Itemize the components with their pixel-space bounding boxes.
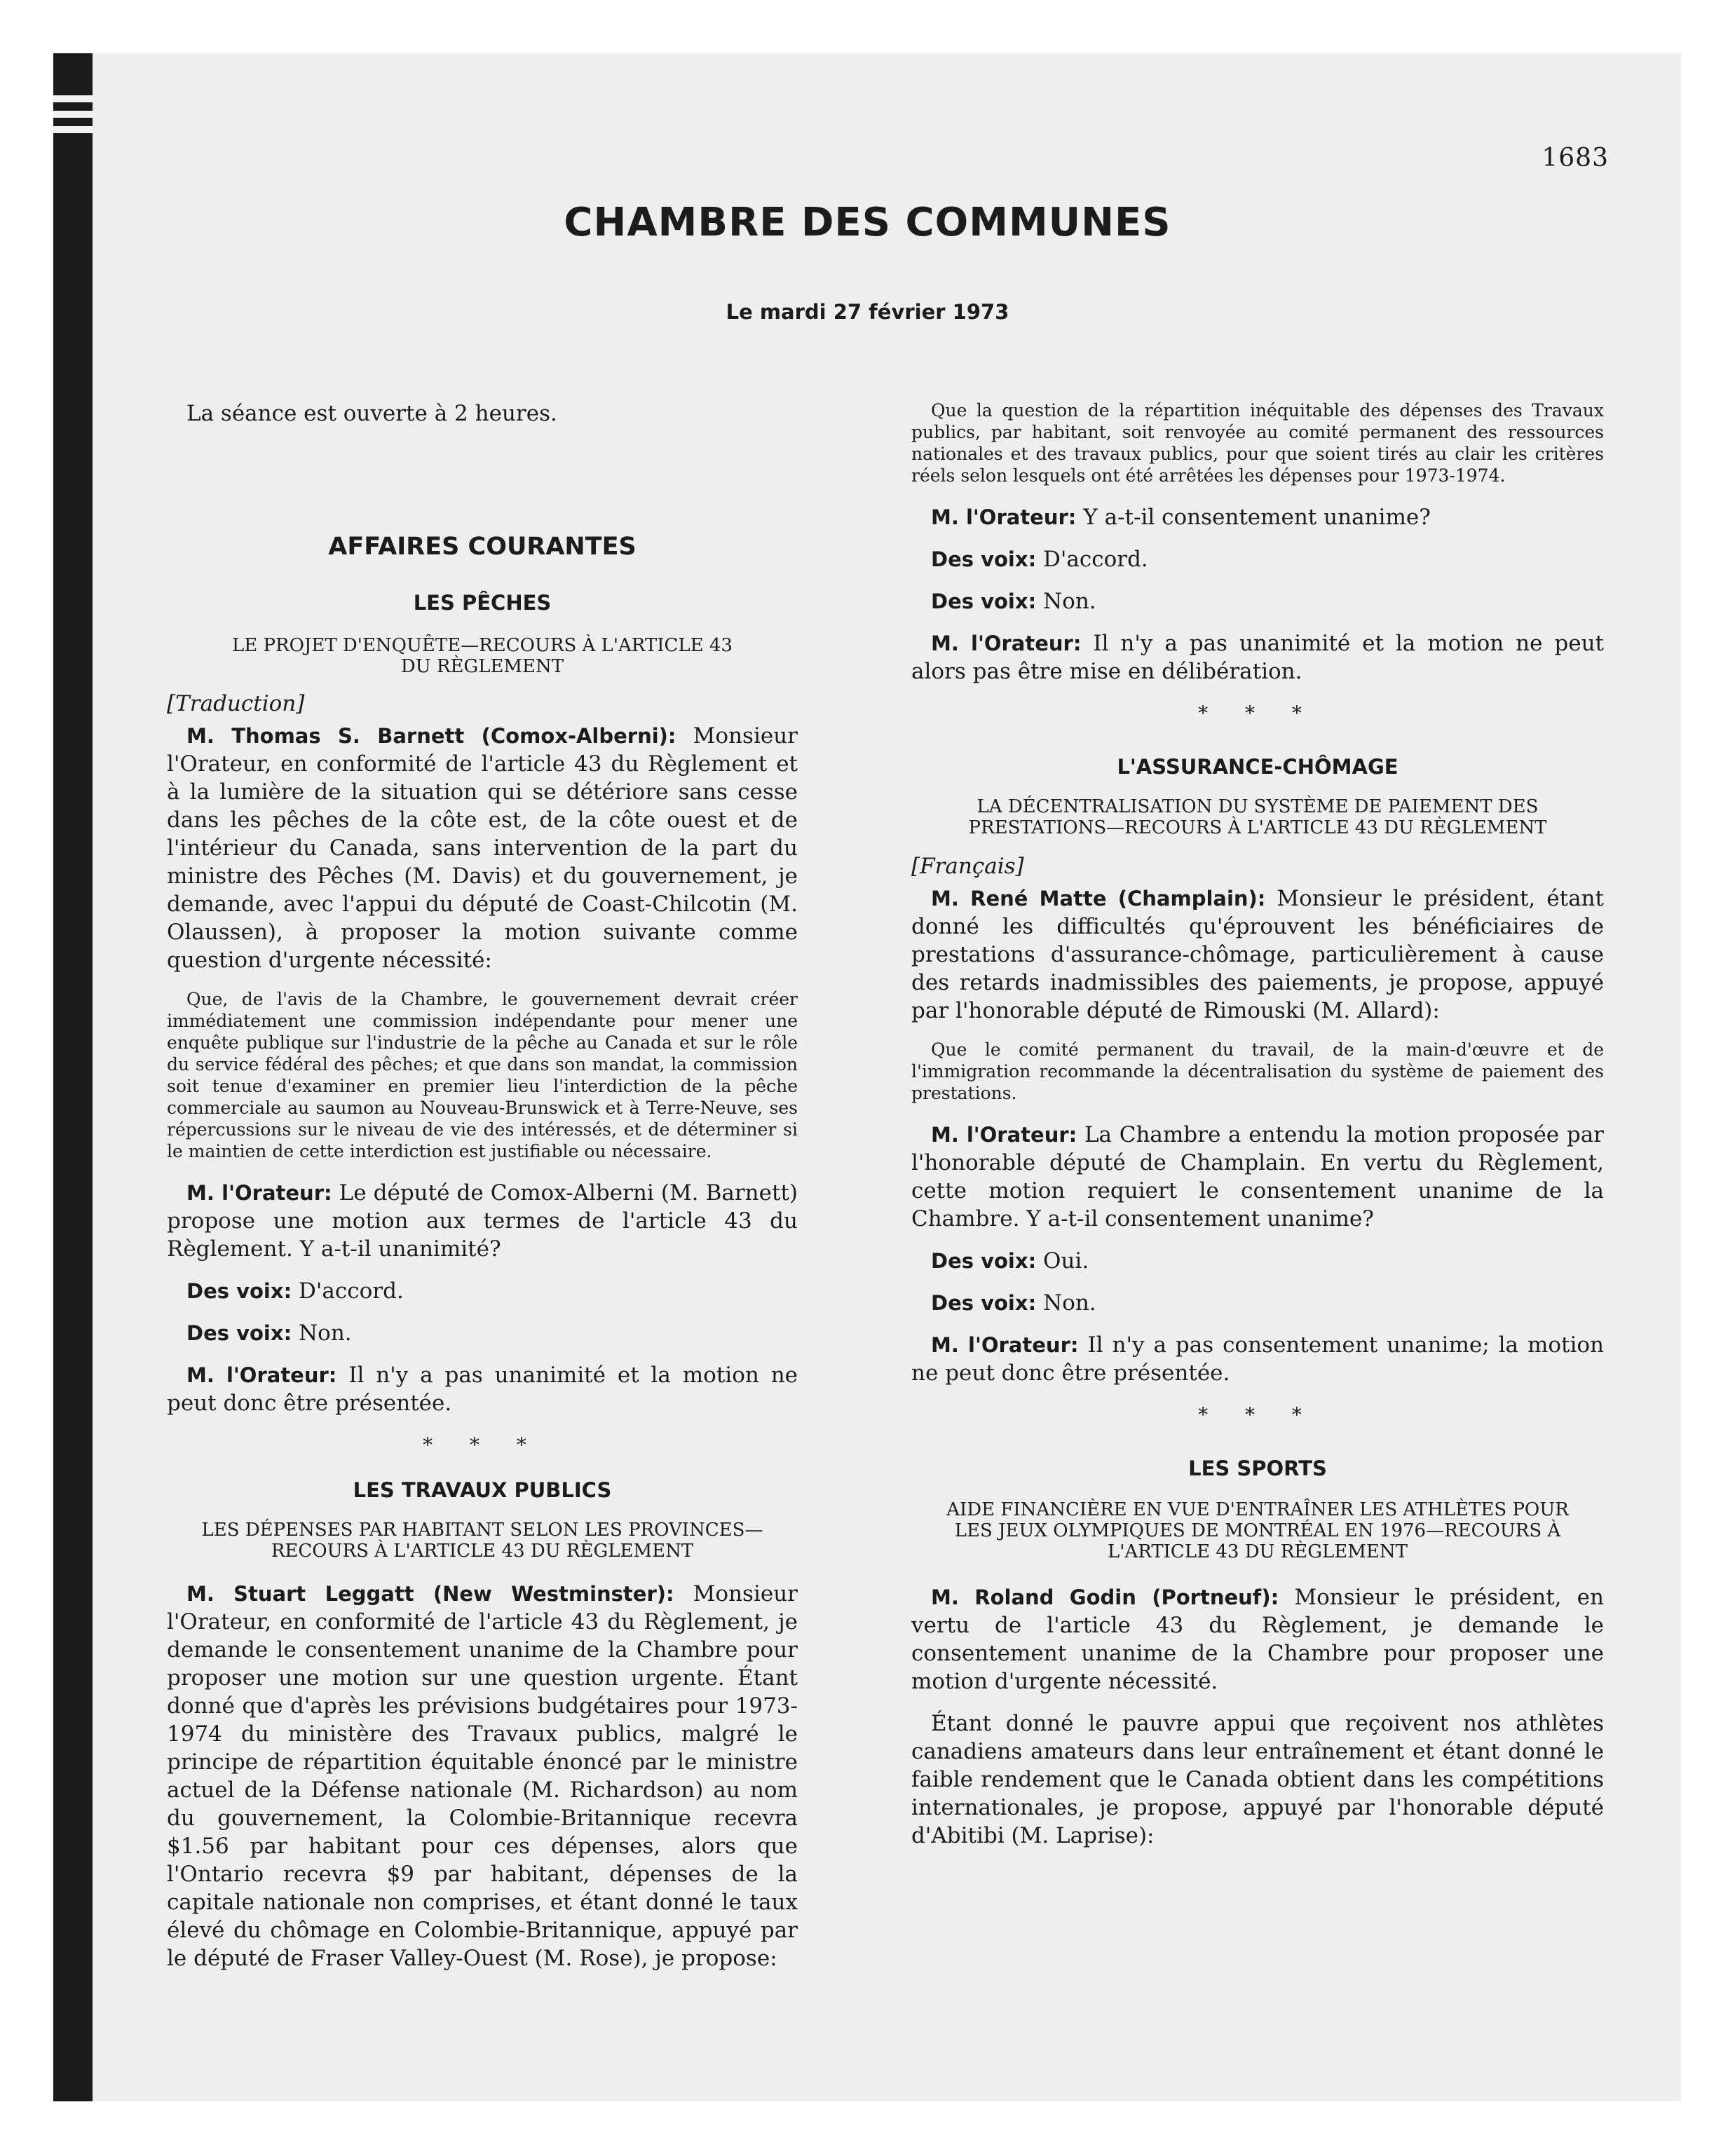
subject-title-peches: LES PÊCHES	[413, 591, 552, 615]
language-tag: [Traduction]	[167, 691, 305, 716]
speech-text: Il n'y a pas consentement unanime; la motion ne peut donc être présentée.	[911, 1332, 1605, 1386]
speech-voices	[911, 545, 1604, 573]
topic-title-assurance: LA DÉCENTRALISATION DU SYSTÈME DE PAIEMENT DES PRESTATIONS—RECOURS À L'ARTICLE 43 DU RÈGLEMENT	[968, 796, 1547, 838]
left-column	[167, 400, 798, 1986]
speaker-name: M. René Matte (Champlain):	[931, 887, 1266, 910]
speaker-name: Des voix:	[931, 1249, 1037, 1273]
speech-orateur	[911, 629, 1604, 685]
section-separator: * * *	[423, 1433, 542, 1456]
topic-title-travaux: LES DÉPENSES PAR HABITANT SELON LES PROVINCES—RECOURS À L'ARTICLE 43 DU RÈGLEMENT	[201, 1520, 763, 1562]
speech-orateur	[911, 1331, 1604, 1387]
speech-orateur	[911, 503, 1604, 531]
speech-voices	[167, 1319, 798, 1347]
language-tag: [Français]	[911, 854, 1024, 879]
speech-text: Il n'y a pas unanimité et la motion ne peut donc être présentée.	[167, 1363, 798, 1416]
speaker-name: Des voix:	[931, 589, 1037, 613]
speaker-name: M. l'Orateur:	[186, 1363, 337, 1387]
speaker-name: Des voix:	[931, 1291, 1037, 1315]
speech-text: Non.	[1036, 589, 1096, 614]
subject-title-assurance: L'ASSURANCE-CHÔMAGE	[1117, 755, 1399, 779]
speech-text: Monsieur le président, en vertu de l'article 43 du Règlement, je demande le consentement unanime de la Chambre pour proposer une motion d'urgente nécessité.	[911, 1585, 1604, 1694]
speaker-name: M. Stuart Leggatt (New Westminster):	[186, 1582, 674, 1606]
speech-voices	[911, 1247, 1604, 1275]
speech-text: Non.	[292, 1321, 352, 1346]
speaker-name: M. l'Orateur:	[931, 632, 1082, 655]
speaker-name: M. l'Orateur:	[186, 1181, 332, 1205]
speech-text: Monsieur l'Orateur, en conformité de l'article 43 du Règlement, je demande le consentement unanime de la Chambre pour proposer une motion sur une question urgente. Étant donné que d'après les prévisions budgétaires pour 1973-1974 du ministère des Travaux publics, malgré le principe de répartition équitable énoncé par le ministre actuel de la Défense nationale (M. Richardson) au nom du gouvernement, la Colombie-Britannique recevra $1.56 par habitant pour ces dépenses, alors que l'Ontario recevra $9 par habitant, dépenses de la capitale nationale non comprises, et étant donné le taux élevé du chômage en Colombie-Britannique, appuyé par le député de Fraser Valley-Ouest (M. Rose), je propose:	[167, 1581, 798, 1971]
motion-text: Que le comité permanent du travail, de la main-d'œuvre et de l'immigration recommande la décentralisation du système de paiement des prestations.	[911, 1039, 1604, 1103]
speech-voices	[911, 1289, 1604, 1317]
speaker-name: Des voix:	[186, 1279, 292, 1303]
paragraph: Étant donné le pauvre appui que reçoivent nos athlètes canadiens amateurs dans leur entraînement et étant donné le faible rendement que le Canada obtient dans les compétitions internationales, je propose, appuyé par l'honorable député d'Abitibi (M. Laprise):	[911, 1711, 1604, 1848]
speech-text: La Chambre a entendu la motion proposée par l'honorable député de Champlain. En vertu du Règlement, cette motion requiert le consentement unanime de la Chambre. Y a-t-il consentement unanime?	[911, 1122, 1604, 1231]
speech-text: D'accord.	[292, 1278, 404, 1304]
speech-text: Monsieur l'Orateur, en conformité de l'article 43 du Règlement et à la lumière de la situation qui se détériore sans cesse dans les pêches de la côte est, de la côte ouest et de l'intérieur du Canada, sans intervention de la part du ministre des Pêches (M. Davis) et du gouvernement, je demande, avec l'appui du député de Coast-Chilcotin (M. Olaussen), à proposer la motion suivante comme question d'urgente nécessité:	[167, 723, 798, 973]
speech-text: Monsieur le président, étant donné les difficultés qu'éprouvent les bénéficiaires de prestations d'assurance-chômage, particulièrement à cause des retards inadmissibles des paiements, je propose, appuyé par l'honorable député de Rimouski (M. Allard):	[911, 886, 1604, 1023]
speech-text: Y a-t-il consentement unanime?	[1076, 505, 1431, 530]
subject-title-travaux: LES TRAVAUX PUBLICS	[353, 1478, 612, 1502]
speech-text: D'accord.	[1036, 547, 1148, 572]
speech-text: Oui.	[1036, 1248, 1089, 1274]
speaker-name: M. l'Orateur:	[931, 505, 1077, 529]
speaker-name: Des voix:	[931, 547, 1037, 571]
section-separator: * * *	[1198, 702, 1317, 725]
speech-text: Le député de Comox-Alberni (M. Barnett) propose une motion aux termes de l'article 43 du Règlement. Y a-t-il unanimité?	[167, 1180, 798, 1262]
speech-orateur	[911, 1121, 1604, 1233]
page-number: 1683	[1542, 144, 1609, 172]
section-title: AFFAIRES COURANTES	[328, 533, 637, 561]
masthead: CHAMBRE DES COMMUNES	[564, 200, 1171, 245]
speech-voices	[911, 587, 1604, 615]
speech-leggatt	[167, 1580, 798, 1972]
speech-orateur	[167, 1179, 798, 1263]
speech-text: Non.	[1036, 1290, 1096, 1316]
speaker-name: M. Thomas S. Barnett (Comox-Alberni):	[186, 724, 676, 748]
motion-text: Que la question de la répartition inéquitable des dépenses des Travaux publics, par habitant, soit renvoyée au comité permanent des ressources nationales et des travaux publics, pour que soient tirés au clair les critères réels selon lesquels ont été arrêtées les dépenses pour 1973-1974.	[911, 400, 1604, 486]
speech-barnett	[167, 722, 798, 974]
speech-text: Il n'y a pas unanimité et la motion ne peut alors pas être mise en délibération.	[911, 631, 1604, 684]
section-separator: * * *	[1198, 1403, 1317, 1426]
right-column	[911, 400, 1604, 1864]
topic-title-peches: LE PROJET D'ENQUÊTE—RECOURS À L'ARTICLE 43 DU RÈGLEMENT	[232, 635, 733, 677]
speaker-name: M. l'Orateur:	[931, 1333, 1079, 1357]
speech-orateur	[167, 1361, 798, 1417]
speech-godin	[911, 1583, 1604, 1696]
speaker-name: M. Roland Godin (Portneuf):	[931, 1585, 1279, 1609]
subject-title-sports: LES SPORTS	[1188, 1456, 1327, 1480]
speech-matte	[911, 885, 1604, 1025]
opening-line: La séance est ouverte à 2 heures.	[186, 401, 557, 426]
speaker-name: Des voix:	[186, 1321, 292, 1345]
scan-binding-edge	[53, 53, 93, 2101]
session-date: Le mardi 27 février 1973	[726, 300, 1009, 324]
speaker-name: M. l'Orateur:	[931, 1123, 1077, 1147]
topic-title-sports: AIDE FINANCIÈRE EN VUE D'ENTRAÎNER LES ATHLÈTES POUR LES JEUX OLYMPIQUES DE MONTRÉAL EN 1976—RECOURS À L'ARTICLE 43 DU RÈGLEMENT	[946, 1499, 1569, 1562]
motion-text: Que, de l'avis de la Chambre, le gouvernement devrait créer immédiatement une commission indépendante pour mener une enquête publique sur l'industrie de la pêche au Canada et sur le rôle du service fédéral des pêches; et que dans son mandat, la commission soit tenue d'examiner en premier lieu l'interdiction de la pêche commerciale au saumon au Nouveau-Brunswick et à Terre-Neuve, ses répercussions sur le niveau de vie des intéressés, et de déterminer si le maintien de cette interdiction est justifiable ou nécessaire.	[167, 989, 798, 1161]
speech-voices	[167, 1277, 798, 1305]
